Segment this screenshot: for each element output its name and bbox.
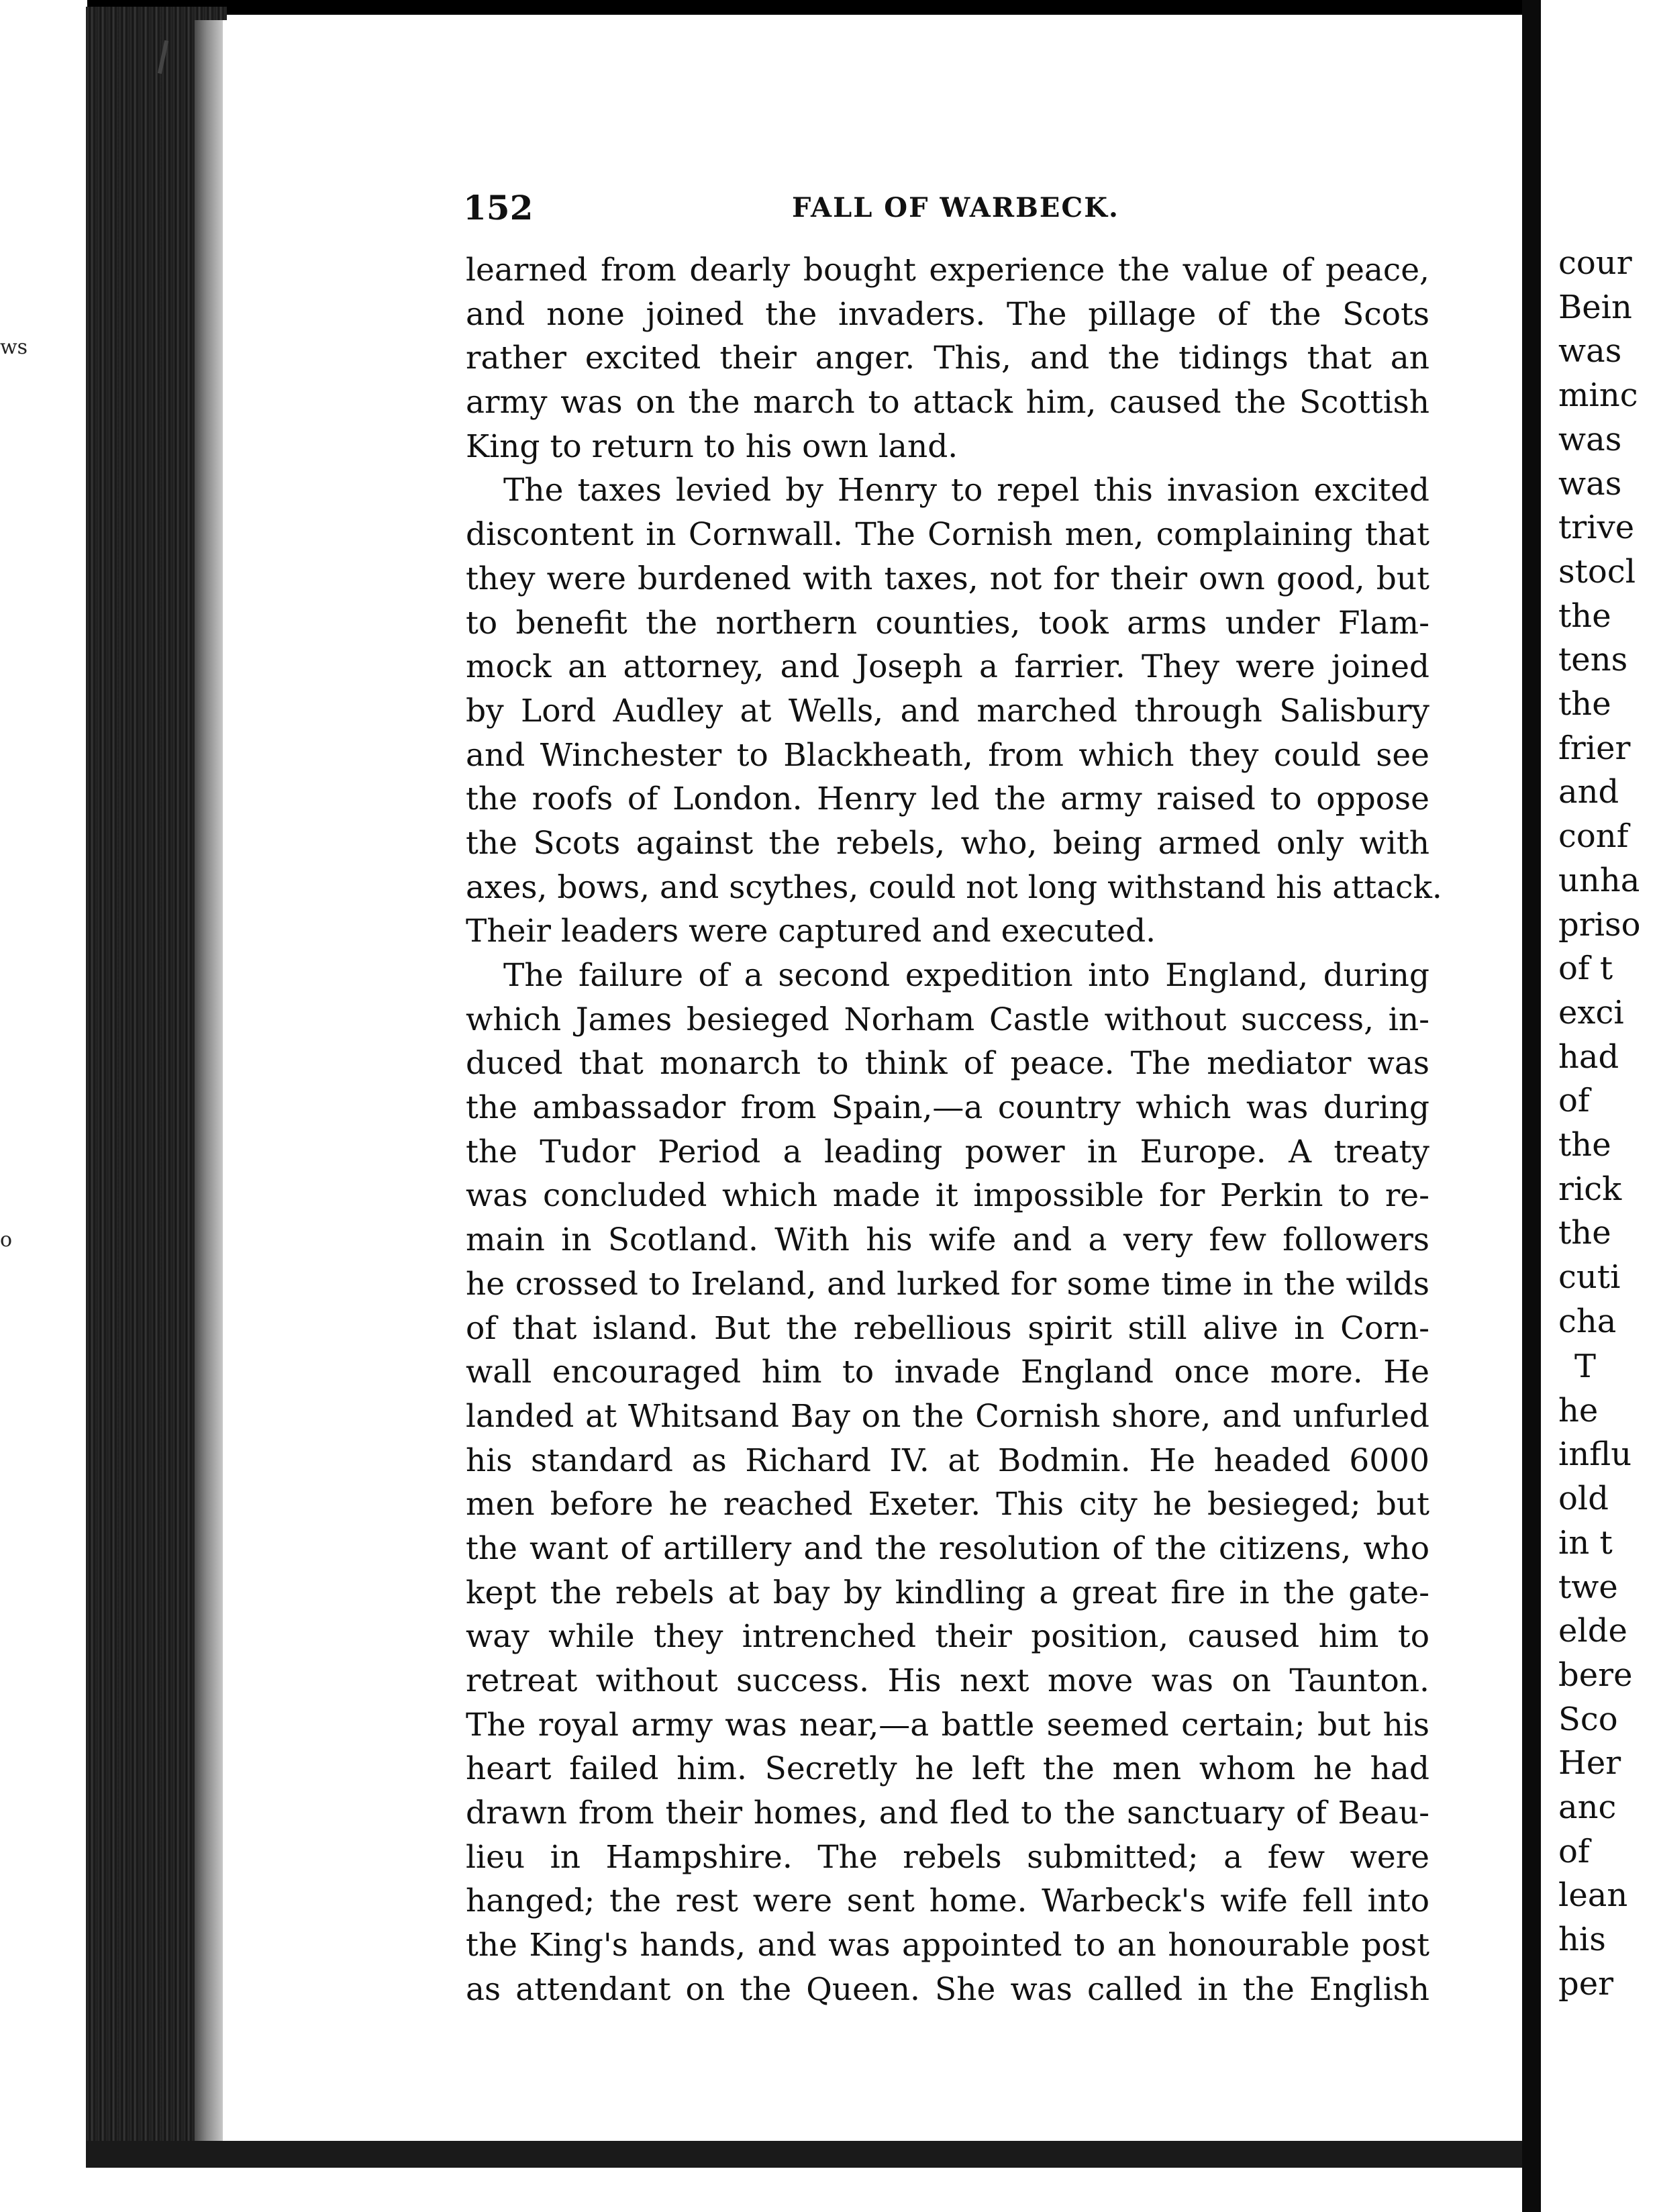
facing-page-fragment: Sco xyxy=(1558,1700,1618,1738)
facing-page-fragment: the xyxy=(1558,597,1611,635)
facing-page xyxy=(1541,0,1659,2212)
text-line: the Tudor Period a leading power in Europe. A treaty xyxy=(466,1133,1429,1170)
text-line: the ambassador from Spain,—a country which was during xyxy=(466,1089,1429,1127)
text-line: axes, bows, and scythes, could not long withstand his attack. xyxy=(466,868,1442,906)
text-line: the roofs of London. Henry led the army raised to oppose xyxy=(466,781,1429,818)
page-header xyxy=(0,188,1659,228)
page-number: 152 xyxy=(463,188,534,228)
facing-page-fragment: was xyxy=(1558,420,1622,458)
text-line: duced that monarch to think of peace. The mediator was xyxy=(466,1045,1429,1083)
text-line: was concluded which made it impossible for Perkin to re- xyxy=(466,1177,1429,1215)
facing-page-fragment: priso xyxy=(1558,905,1641,944)
facing-page-fragment: anc xyxy=(1558,1789,1617,1826)
facing-page-fragment: was xyxy=(1558,332,1622,370)
text-line: he crossed to Ireland, and lurked for some time in the wilds xyxy=(466,1265,1429,1303)
text-line: his standard as Richard IV. at Bodmin. He headed 6000 xyxy=(466,1442,1429,1479)
text-line: men before he reached Exeter. This city he besieged; but xyxy=(466,1486,1429,1523)
text-line: they were burdened with taxes, not for their own good, but xyxy=(466,560,1429,597)
book-bottom-edge xyxy=(86,2141,1529,2168)
facing-page-fragment: was xyxy=(1558,464,1622,503)
text-line: rather excited their anger. This, and the tidings that an xyxy=(466,340,1429,377)
text-line: heart failed him. Secretly he left the men whom he had xyxy=(466,1750,1429,1788)
facing-page-fragment: Bein xyxy=(1558,288,1632,326)
left-edge-fragment: ws xyxy=(0,336,28,359)
text-line: which James besieged Norham Castle without success, in- xyxy=(466,1001,1429,1038)
scan-left-margin xyxy=(0,0,87,2212)
facing-page-fragment: the xyxy=(1558,1126,1611,1164)
text-line: of that island. But the rebellious spirit still alive in Corn- xyxy=(466,1309,1429,1347)
facing-page-fragment: minc xyxy=(1558,376,1638,415)
running-head: FALL OF WARBECK. xyxy=(792,192,1119,223)
facing-page-fragment: exci xyxy=(1558,993,1624,1032)
text-line: learned from dearly bought experience the value of peace, xyxy=(466,252,1429,289)
text-line: drawn from their homes, and fled to the sanctuary of Beau- xyxy=(466,1795,1429,1832)
facing-page-fragment: trive xyxy=(1558,509,1635,547)
facing-page-fragment: of t xyxy=(1558,950,1613,988)
facing-page-fragment: the xyxy=(1558,685,1611,723)
facing-page-fragment: lean xyxy=(1558,1876,1628,1915)
text-line: retreat without success. His next move was on Taunton. xyxy=(466,1662,1429,1699)
facing-page-fragment: stocl xyxy=(1558,552,1636,591)
text-line: to benefit the northern counties, took arms under Flam- xyxy=(466,604,1429,642)
text-line: army was on the march to attack him, caused the Scottish xyxy=(466,384,1429,421)
text-line: way while they intrenched their position, caused him to xyxy=(466,1618,1429,1656)
book-page-edge-highlight xyxy=(195,20,225,2154)
facing-page-fragment: the xyxy=(1558,1214,1611,1252)
text-line: main in Scotland. With his wife and a very few followers xyxy=(466,1221,1429,1259)
text-line: lieu in Hampshire. The rebels submitted; a few were xyxy=(466,1838,1429,1876)
facing-page-fragment: cha xyxy=(1558,1302,1617,1340)
text-line: wall encouraged him to invade England once more. He xyxy=(466,1354,1429,1391)
facing-page-fragment: and xyxy=(1558,773,1619,811)
text-line: as attendant on the Queen. She was called in the English xyxy=(466,1970,1429,2008)
text-line: kept the rebels at bay by kindling a great fire in the gate- xyxy=(466,1574,1429,1611)
facing-page-fragment: Her xyxy=(1558,1744,1621,1782)
scan-top-edge xyxy=(0,0,1659,15)
left-edge-fragment: o xyxy=(0,1228,13,1252)
facing-page-fragment: frier xyxy=(1558,729,1631,767)
text-line: The royal army was near,—a battle seemed certain; but his xyxy=(466,1706,1429,1744)
text-line: and Winchester to Blackheath, from which they could see xyxy=(466,736,1429,774)
text-line: Their leaders were captured and executed. xyxy=(466,913,1156,950)
text-line: The failure of a second expedition into England, during xyxy=(503,957,1429,994)
facing-page-fragment: per xyxy=(1558,1964,1614,2003)
text-line: the King's hands, and was appointed to an honourable post xyxy=(466,1927,1429,1964)
text-line: hanged; the rest were sent home. Warbeck's wife fell into xyxy=(466,1882,1429,1920)
facing-page-fragment: tens xyxy=(1558,641,1628,679)
facing-page-fragment: cuti xyxy=(1558,1258,1621,1297)
facing-page-fragment: of xyxy=(1558,1082,1590,1120)
facing-page-fragment: of xyxy=(1558,1832,1590,1870)
facing-page-fragment: rick xyxy=(1558,1170,1622,1208)
facing-page-fragment: T xyxy=(1574,1348,1597,1385)
text-line: discontent in Cornwall. The Cornish men, complaining that xyxy=(466,516,1429,554)
text-line: by Lord Audley at Wells, and marched through Salisbury xyxy=(466,692,1429,730)
text-line: mock an attorney, and Joseph a farrier. They were joined xyxy=(466,648,1429,686)
text-line: the want of artillery and the resolution of the citizens, who xyxy=(466,1529,1429,1567)
book-gutter xyxy=(1522,0,1541,2212)
facing-page-fragment: bere xyxy=(1558,1656,1633,1694)
facing-page-fragment: unha xyxy=(1558,861,1640,899)
facing-page-fragment: in t xyxy=(1558,1523,1613,1562)
facing-page-fragment: he xyxy=(1558,1391,1599,1429)
facing-page-fragment: had xyxy=(1558,1038,1619,1076)
facing-page-fragment: cour xyxy=(1558,244,1632,282)
text-line: the Scots against the rebels, who, being armed only with xyxy=(466,824,1429,862)
facing-page-fragment: twe xyxy=(1558,1568,1618,1606)
facing-page-fragment: influ xyxy=(1558,1436,1632,1474)
facing-page-fragment: elde xyxy=(1558,1612,1627,1650)
facing-page-fragment: his xyxy=(1558,1921,1606,1959)
facing-page-fragment: conf xyxy=(1558,817,1629,856)
text-line: King to return to his own land. xyxy=(466,428,958,465)
text-line: The taxes levied by Henry to repel this invasion excited xyxy=(503,472,1429,509)
page-body-text xyxy=(466,248,1442,2012)
text-line: and none joined the invaders. The pillage of the Scots xyxy=(466,295,1429,333)
text-line: landed at Whitsand Bay on the Cornish shore, and unfurled xyxy=(466,1397,1429,1435)
facing-page-fragment: old xyxy=(1558,1480,1609,1518)
